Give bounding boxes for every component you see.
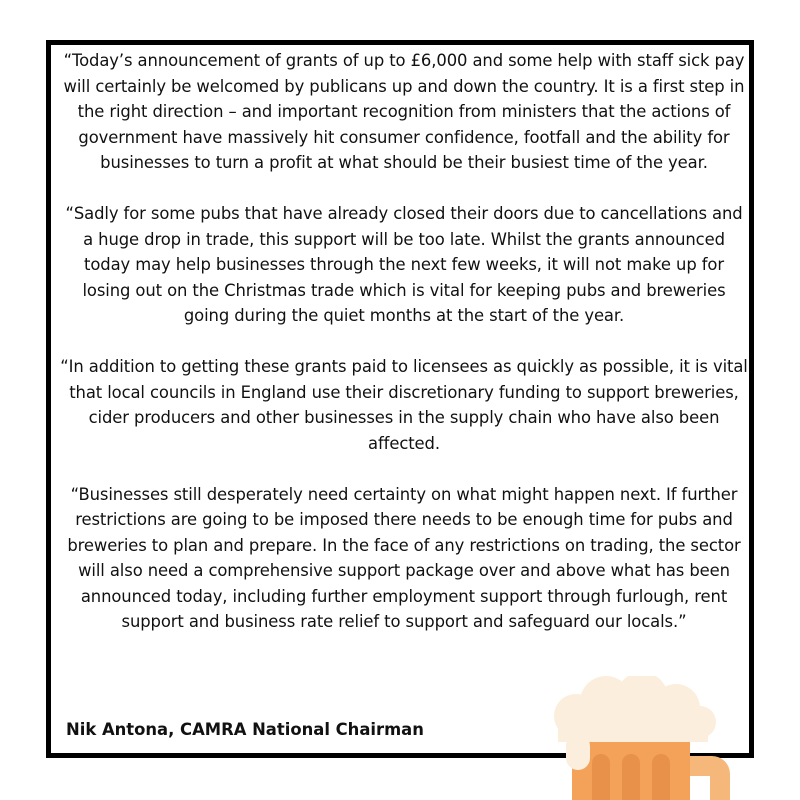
- quote-attribution: Nik Antona, CAMRA National Chairman: [66, 720, 424, 739]
- beer-mug-icon: [540, 676, 740, 800]
- quote-paragraph-4: “Businesses still desperately need certainty on what might happen next. If further restrictions are going to be imposed there needs to be enough time for pubs and breweries to plan and prepare. In the face of any restrictions on trading, the sector will also need a comprehensive support package over and above what has been announced today, including further employment support through furlough, rent support and business rate relief to support and safeguard our locals.”: [67, 484, 741, 631]
- beer-mug-ridge: [622, 754, 640, 800]
- quote-paragraph-1: “Today’s announcement of grants of up to £6,000 and some help with staff sick pay will certainly be welcomed by publicans up and down the country. It is a first step in the right direction – and important recognition from ministers that the actions of government have massively hit consumer confidence, footfall and the ability for businesses to turn a profit at what should be their busiest time of the year.: [63, 51, 745, 172]
- quote-text: [58, 48, 750, 660]
- beer-mug-ridge: [652, 754, 670, 800]
- beer-mug-ridge: [592, 754, 610, 800]
- quote-paragraph-2: “Sadly for some pubs that have already closed their doors due to cancellations and a huge drop in trade, this support will be too late. Whilst the grants announced today may help businesses through the next few weeks, it will not make up for losing out on the Christmas trade which is vital for keeping pubs and breweries going during the quiet months at the start of the year.: [65, 204, 743, 325]
- beer-mug-handle: [690, 756, 730, 800]
- quote-paragraph-3: “In addition to getting these grants paid to licensees as quickly as possible, it is vital that local councils in England use their discretionary funding to support breweries, cider producers and other businesses in the supply chain who have also been affected.: [60, 357, 748, 453]
